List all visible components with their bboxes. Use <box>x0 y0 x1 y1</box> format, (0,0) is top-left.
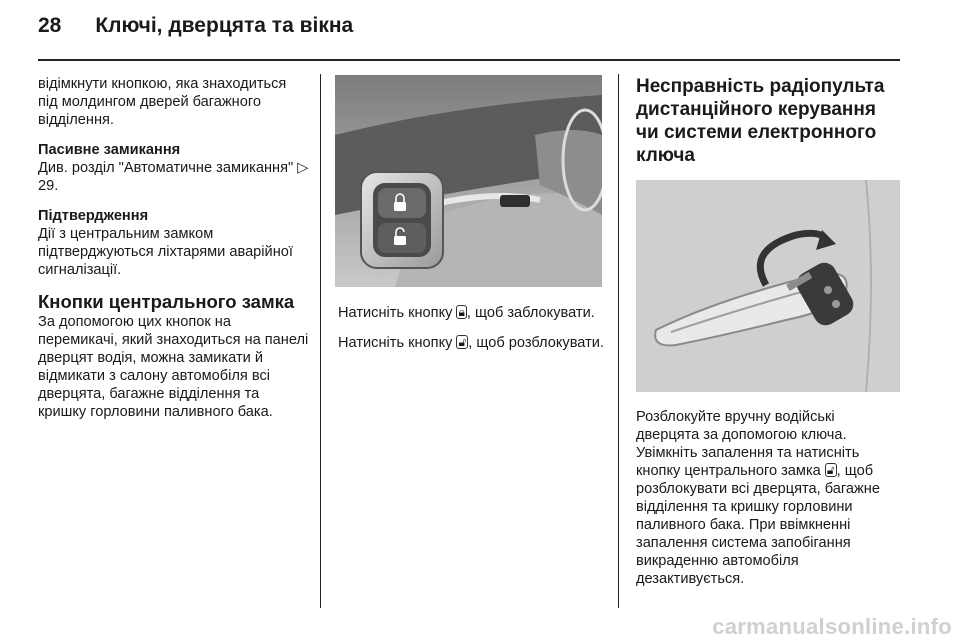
confirm-heading: Підтвердження <box>38 208 149 224</box>
unlock-text-a: Натисніть кнопку <box>338 335 457 351</box>
column-divider-2 <box>618 74 619 608</box>
column-1 <box>38 75 310 433</box>
central-unlock-symbol-icon: 🔓︎ <box>826 463 835 477</box>
passive-ref: 29. <box>38 178 59 194</box>
confirm-paragraph <box>38 207 310 279</box>
intro-paragraph: відімкнути кнопкою, яка знаходиться під молдингом дверей багажного відділення. <box>38 76 287 128</box>
lock-text-b: , щоб заблокувати. <box>466 305 595 321</box>
page-header <box>38 14 353 38</box>
unlock-paragraph <box>338 334 608 352</box>
column-3 <box>636 75 901 197</box>
confirm-text: Дії з центральним замком підтверджуються ліхтарями аварійної сигналізації. <box>38 226 293 278</box>
buttons-heading: Кнопки центрального замка <box>38 291 295 312</box>
page-title: Ключі, дверцята та вікна <box>95 14 354 37</box>
malfunction-heading: Несправність радіопульта дистанційного керування чи системи електронного ключа <box>636 76 885 166</box>
column-3-body <box>636 408 901 600</box>
column-divider-1 <box>320 74 321 608</box>
buttons-paragraph <box>38 291 310 421</box>
door-panel-illustration <box>335 75 602 287</box>
manual-text-b: , щоб розблокувати всі дверцята, багажне відділення та кришку горловини паливного бака. При ввімкненні запалення система запобігання викраденню автомобіля дезактивується. <box>636 463 880 587</box>
unlock-symbol-icon: 🔓︎ <box>458 335 467 349</box>
passive-paragraph <box>38 141 310 195</box>
lock-text-a: Натисніть кнопку <box>338 305 457 321</box>
unlock-text-b: , щоб розблокувати. <box>468 335 604 351</box>
lock-paragraph <box>338 304 608 322</box>
header-rule <box>38 59 900 61</box>
page-number: 28 <box>38 14 62 37</box>
watermark: carmanualsonline.info <box>712 614 952 639</box>
triangle-ref-icon: ▷ <box>297 160 309 176</box>
passive-text: Див. розділ "Автоматичне замикання" <box>38 160 298 176</box>
door-handle-key-illustration <box>636 180 900 392</box>
column-2 <box>338 304 608 364</box>
manual-text-a: Розблокуйте вручну водійські дверцята за допомогою ключа. Увімкніть запалення та натисніть кнопку центрального замка <box>636 409 860 479</box>
lock-symbol-icon: 🔒︎ <box>458 305 465 319</box>
manual-unlock-paragraph <box>636 408 901 588</box>
passive-heading: Пасивне замикання <box>38 142 181 158</box>
buttons-text: За допомогою цих кнопок на перемикачі, який знаходиться на панелі дверцят водія, можна замикати й відмикати з салону автомобіля всі дверцята, багажне відділення та кришку горловини паливного бака. <box>38 314 309 420</box>
